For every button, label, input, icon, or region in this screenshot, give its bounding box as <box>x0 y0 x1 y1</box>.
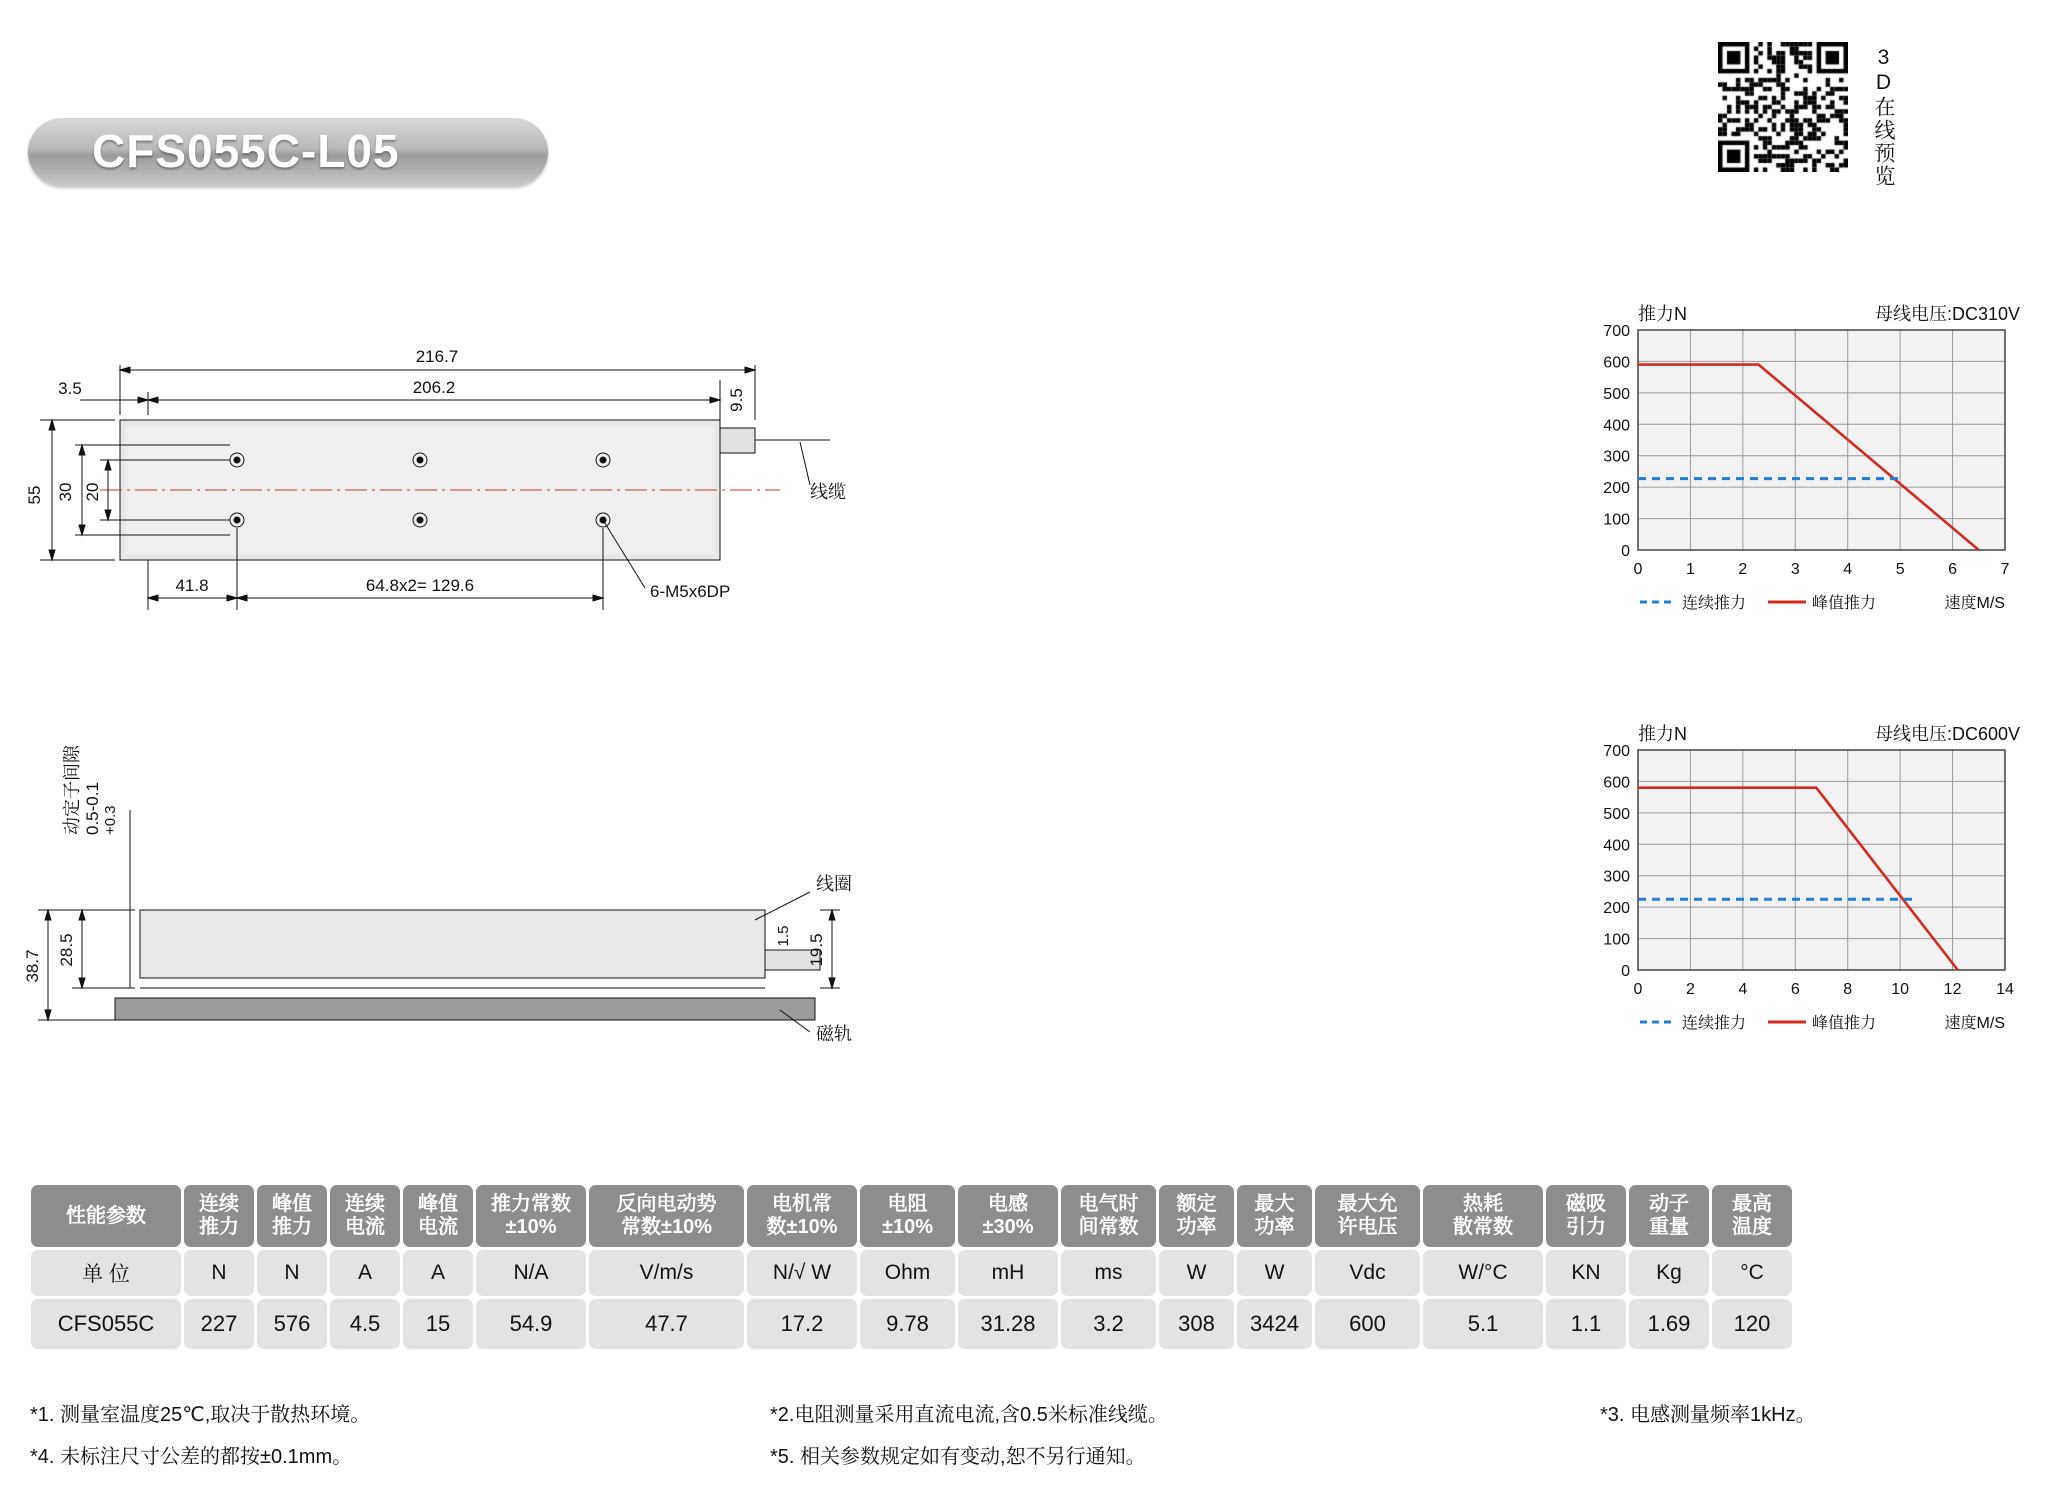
unit-cell: °C <box>1712 1250 1792 1296</box>
x-tick: 4 <box>1738 981 1748 998</box>
dim-gap-label: 动定子间隙 <box>62 745 82 835</box>
unit-cell: W <box>1237 1250 1312 1296</box>
y-tick: 400 <box>1603 417 1630 435</box>
value-cell: 4.5 <box>330 1299 400 1349</box>
y-tick: 200 <box>1603 480 1630 498</box>
y-tick: 100 <box>1603 931 1630 949</box>
dim-total-height: 38.7 <box>23 949 42 983</box>
header-cell: 推力常数 ±10% <box>476 1185 586 1247</box>
unit-cell: A <box>403 1250 473 1296</box>
dim-hole-first: 41.8 <box>175 576 209 595</box>
note-4: *4. 未标注尺寸公差的都按±0.1mm。 <box>30 1446 353 1468</box>
unit-cell: N/A <box>476 1250 586 1296</box>
y-tick: 300 <box>1603 448 1630 466</box>
unit-cell: mH <box>958 1250 1058 1296</box>
dim-height-55: 55 <box>25 485 44 505</box>
unit-cell: ms <box>1061 1250 1156 1296</box>
value-cell: 31.28 <box>958 1299 1058 1349</box>
page-title: CFS055C-L05 <box>92 125 400 177</box>
spec-table <box>28 1182 1795 1352</box>
x-tick: 0 <box>1633 981 1643 998</box>
unit-cell: Kg <box>1629 1250 1709 1296</box>
y-tick: 600 <box>1603 774 1630 792</box>
value-cell: 1.1 <box>1546 1299 1626 1349</box>
unit-cell: KN <box>1546 1250 1626 1296</box>
x-tick: 10 <box>1891 981 1910 998</box>
dim-gap-tol: +0.3 <box>102 805 119 835</box>
x-tick: 2 <box>1685 981 1695 998</box>
unit-cell: Ohm <box>860 1250 955 1296</box>
legend-continuous: 连续推力 <box>1682 595 1747 612</box>
legend-peak: 峰值推力 <box>1812 1015 1877 1032</box>
header-cell: 连续 电流 <box>330 1185 400 1247</box>
value-cell: 5.1 <box>1423 1299 1543 1349</box>
y-tick: 0 <box>1621 963 1630 980</box>
table-unit-row <box>31 1250 1792 1296</box>
value-cell: 227 <box>184 1299 254 1349</box>
note-5: *5. 相关参数规定如有变动,恕不另行通知。 <box>770 1446 1146 1468</box>
header-cell: 最高 温度 <box>1712 1185 1792 1247</box>
unit-cell: N/√ W <box>747 1250 857 1296</box>
dim-hole-pitch: 64.8x2= 129.6 <box>365 576 475 595</box>
chart-ylabel-dc600: 推力N <box>1638 724 1687 744</box>
dim-tail-h2: 19.5 <box>807 933 826 967</box>
x-tick: 5 <box>1895 561 1905 578</box>
y-tick: 300 <box>1603 868 1630 886</box>
dim-coil-height: 28.5 <box>57 933 76 967</box>
header-cell: 峰值 电流 <box>403 1185 473 1247</box>
header-cell: 性能参数 <box>31 1185 181 1247</box>
dim-body-length: 206.2 <box>412 378 456 397</box>
header-cell: 电机常 数±10% <box>747 1185 857 1247</box>
header-cell: 连续 推力 <box>184 1185 254 1247</box>
dim-tail-length: 9.5 <box>727 388 746 412</box>
value-cell: 17.2 <box>747 1299 857 1349</box>
y-tick: 700 <box>1603 743 1630 760</box>
header-cell: 动子 重量 <box>1629 1185 1709 1247</box>
qr-label: 3D在线预览 <box>1872 46 1895 188</box>
value-cell: 3424 <box>1237 1299 1312 1349</box>
dim-tail-h: 1.5 <box>775 925 792 947</box>
value-cell: 308 <box>1159 1299 1234 1349</box>
value-cell: 47.7 <box>589 1299 744 1349</box>
unit-cell: N <box>257 1250 327 1296</box>
chart-title-dc310: 母线电压:DC310V <box>1874 304 2020 324</box>
x-tick: 3 <box>1790 561 1800 578</box>
header-cell: 最大 功率 <box>1237 1185 1312 1247</box>
value-cell: 600 <box>1315 1299 1420 1349</box>
y-tick: 600 <box>1603 354 1630 372</box>
chart-dc600 <box>1580 720 2020 1060</box>
dim-height-20: 20 <box>83 482 102 502</box>
unit-cell: 单 位 <box>31 1250 181 1296</box>
x-axis-label: 速度M/S <box>1944 595 2005 612</box>
x-tick: 0 <box>1633 561 1643 578</box>
value-cell: 120 <box>1712 1299 1792 1349</box>
top-view-drawing <box>20 320 920 650</box>
y-tick: 500 <box>1603 385 1630 403</box>
header-cell: 峰值 推力 <box>257 1185 327 1247</box>
unit-cell: A <box>330 1250 400 1296</box>
x-tick: 12 <box>1943 981 1962 998</box>
x-axis-label: 速度M/S <box>1944 1015 2005 1032</box>
header-cell: 电气时 间常数 <box>1061 1185 1156 1247</box>
y-tick: 0 <box>1621 543 1630 560</box>
unit-cell: Vdc <box>1315 1250 1420 1296</box>
chart-title-dc600: 母线电压:DC600V <box>1874 724 2020 744</box>
value-cell: 1.69 <box>1629 1299 1709 1349</box>
note-3: *3. 电感测量频率1kHz。 <box>1600 1404 1816 1426</box>
chart-ylabel-dc310: 推力N <box>1638 304 1687 324</box>
table-value-row <box>31 1299 1792 1349</box>
value-cell: 15 <box>403 1299 473 1349</box>
label-coil: 线圈 <box>816 874 852 894</box>
x-tick: 14 <box>1996 981 2014 998</box>
x-tick: 8 <box>1843 981 1853 998</box>
note-1: *1. 测量室温度25℃,取决于散热环境。 <box>30 1404 371 1426</box>
table-header-row <box>31 1185 1792 1247</box>
chart-dc310 <box>1580 300 2020 640</box>
note-2: *2.电阻测量采用直流电流,含0.5米标准线缆。 <box>770 1404 1168 1426</box>
x-tick: 7 <box>2000 561 2010 578</box>
header-cell: 额定 功率 <box>1159 1185 1234 1247</box>
value-cell: 54.9 <box>476 1299 586 1349</box>
header-cell: 电阻 ±10% <box>860 1185 955 1247</box>
y-tick: 100 <box>1603 511 1630 529</box>
legend-peak: 峰值推力 <box>1812 595 1877 612</box>
x-tick: 1 <box>1685 561 1695 578</box>
dim-gap: 0.5-0.1 <box>83 782 102 835</box>
value-cell: 3.2 <box>1061 1299 1156 1349</box>
value-cell: 576 <box>257 1299 327 1349</box>
unit-cell: N <box>184 1250 254 1296</box>
x-tick: 6 <box>1790 981 1800 998</box>
y-tick: 700 <box>1603 323 1630 340</box>
unit-cell: V/m/s <box>589 1250 744 1296</box>
side-view-drawing <box>20 740 920 1070</box>
x-tick: 6 <box>1948 561 1958 578</box>
value-cell: CFS055C <box>31 1299 181 1349</box>
x-tick: 4 <box>1843 561 1853 578</box>
header-cell: 最大允 许电压 <box>1315 1185 1420 1247</box>
unit-cell: W/°C <box>1423 1250 1543 1296</box>
dim-edge-offset: 3.5 <box>58 379 82 398</box>
y-tick: 500 <box>1603 805 1630 823</box>
header-cell: 磁吸 引力 <box>1546 1185 1626 1247</box>
y-tick: 400 <box>1603 837 1630 855</box>
qr-code[interactable] <box>1718 42 1848 172</box>
y-tick: 200 <box>1603 900 1630 918</box>
header-cell: 电感 ±30% <box>958 1185 1058 1247</box>
dim-height-30: 30 <box>56 482 75 502</box>
dim-overall-length: 216.7 <box>415 347 459 366</box>
label-magnet: 磁轨 <box>816 1024 852 1044</box>
x-tick: 2 <box>1738 561 1748 578</box>
label-cable: 线缆 <box>810 482 846 502</box>
unit-cell: W <box>1159 1250 1234 1296</box>
header-cell: 热耗 散常数 <box>1423 1185 1543 1247</box>
legend-continuous: 连续推力 <box>1682 1015 1747 1032</box>
value-cell: 9.78 <box>860 1299 955 1349</box>
header-cell: 反向电动势 常数±10% <box>589 1185 744 1247</box>
label-hole-spec: 6-M5x6DP <box>650 582 731 601</box>
